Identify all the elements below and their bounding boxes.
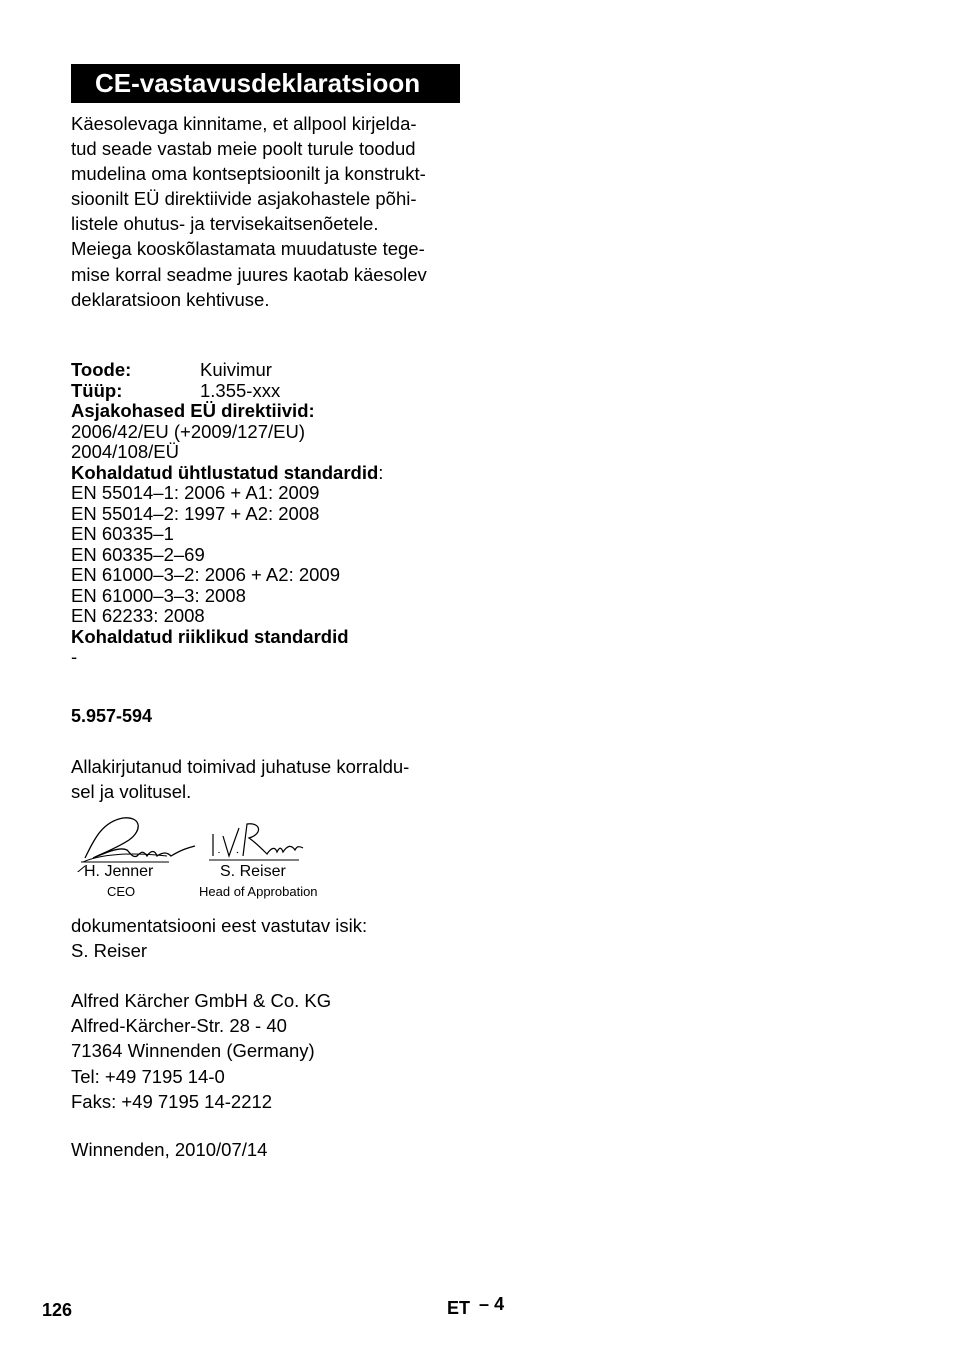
authority-paragraph (71, 754, 409, 804)
standard-item: EN 55014–2: 1997 + A2: 2008 (71, 502, 320, 524)
jenner-signature (85, 818, 195, 858)
address-line: 71364 Winnenden (Germany) (71, 1040, 315, 1062)
authority-line: Allakirjutanud toimivad juhatuse korraldu- (71, 756, 410, 777)
intro-line: listele ohutus- ja tervisekaitsenõetele. (71, 213, 379, 235)
address-line: Alfred-Kärcher-Str. 28 - 40 (71, 1015, 287, 1037)
standard-item: EN 55014–1: 2006 + A1: 2009 (71, 482, 320, 503)
intro-line: mudelina oma kontseptsioonilt ja konstrukt- (71, 163, 426, 185)
harmonized-row (71, 463, 383, 484)
footer-page: 4 (494, 1294, 505, 1314)
harmonized-colon: : (378, 461, 384, 483)
directive-item: 2006/42/EU (+2009/127/EU) (71, 420, 305, 442)
authority-line: sel ja volitusel. (71, 781, 192, 803)
signatory-role-reiser: Head of Approbation (199, 884, 318, 899)
intro-line: tud seade vastab meie poolt turule toodud (71, 138, 416, 160)
intro-line: Meiega kooskõlastamata muudatuste tege- (71, 238, 425, 260)
document-number: 5.957-594 (71, 706, 153, 726)
responsible-label: dokumentatsiooni eest vastutav isik: (71, 915, 368, 936)
directives-label: Asjakohased EÜ direktiivid: (71, 400, 315, 421)
product-value: Kuivimur (200, 359, 272, 380)
standard-item: EN 60335–1 (71, 523, 174, 544)
intro-line: deklaratsioon kehtivuse. (71, 288, 270, 310)
responsible-person (71, 913, 367, 963)
intro-paragraph (71, 111, 471, 312)
signatory-name-reiser: S. Reiser (220, 863, 286, 880)
signatory-name-jenner: H. Jenner (84, 863, 154, 880)
footer-dash: – (479, 1294, 490, 1314)
specifications (71, 360, 383, 668)
standard-item: EN 62233: 2008 (71, 605, 205, 626)
signature-block (71, 812, 391, 907)
responsible-name: S. Reiser (71, 940, 148, 962)
standard-item: EN 61000–3–3: 2008 (71, 584, 246, 606)
intro-line: Käesolevaga kinnitame, et allpool kirjelda- (71, 113, 417, 134)
address-line: Alfred Kärcher GmbH & Co. KG (71, 990, 332, 1011)
intro-line: sioonilt EÜ direktiivide asjakohastele põhi- (71, 188, 417, 210)
national-label: Kohaldatud riiklikud standardid (71, 625, 349, 647)
page-title: CE-vastavusdeklaratsioon (95, 68, 421, 98)
signatory-role-jenner: CEO (107, 884, 136, 899)
page-number: 126 (42, 1300, 73, 1320)
standard-item: EN 61000–3–2: 2006 + A2: 2009 (71, 564, 340, 585)
product-row (71, 360, 383, 381)
type-value: 1.355-xxx (200, 379, 281, 401)
standard-item: EN 60335–2–69 (71, 543, 205, 565)
address-line: Faks: +49 7195 14-2212 (71, 1090, 273, 1112)
title-bar (71, 64, 460, 103)
national-value: - (71, 646, 78, 667)
intro-line: mise korral seadme juures kaotab käesolev (71, 263, 427, 285)
harmonized-label: Kohaldatud ühtlustatud standardid (71, 461, 379, 483)
address-line: Tel: +49 7195 14-0 (71, 1065, 225, 1087)
directive-item: 2004/108/EÜ (71, 441, 180, 462)
product-label: Toode: (71, 359, 132, 380)
type-label: Tüüp: (71, 379, 123, 401)
company-address (71, 988, 331, 1114)
type-row (71, 381, 383, 402)
place-date: Winnenden, 2010/07/14 (71, 1139, 268, 1160)
footer-language: ET (447, 1298, 471, 1318)
footer-language-page (447, 1294, 505, 1319)
reiser-signature (213, 824, 303, 856)
